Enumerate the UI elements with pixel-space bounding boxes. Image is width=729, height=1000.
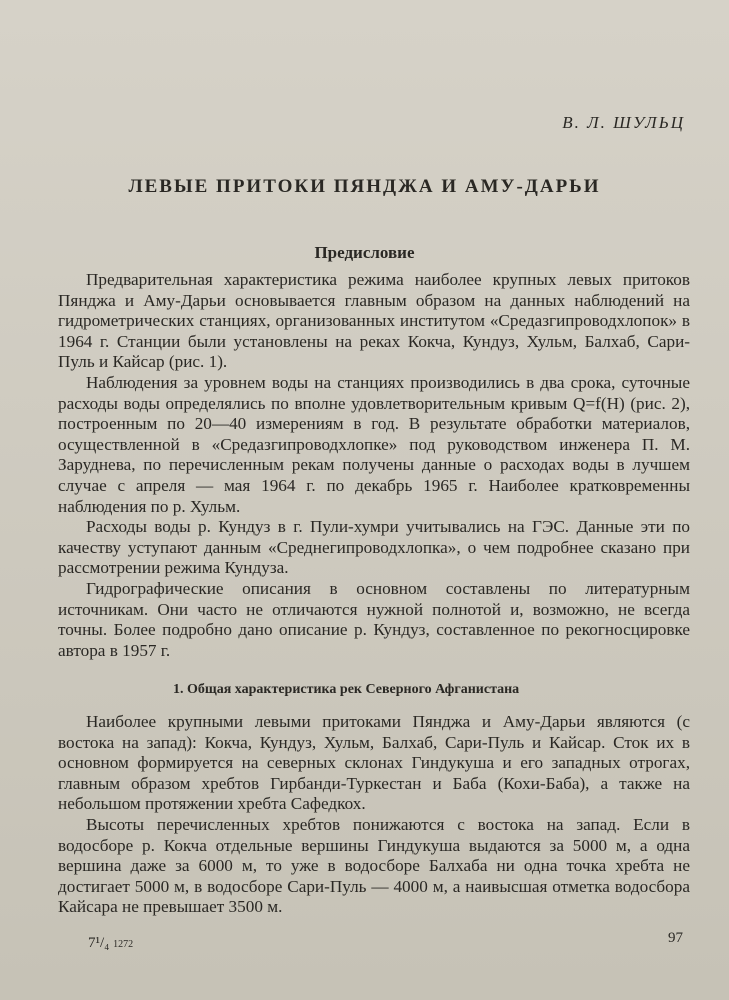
article-title: ЛЕВЫЕ ПРИТОКИ ПЯНДЖА И АМУ-ДАРЬИ	[128, 176, 601, 197]
signature-mark: 7¹/₄	[88, 935, 110, 951]
section-paragraph: Высоты перечисленных хребтов понижаются с востока на запад. Если в водосборе р. Кокча отдельные вершины Гиндукуша выдаются за 5000 м, а одна вершина даже за 6000 м, то уже в водосборе Балхаба ни одна точка хребта не достигает 5000 м, в водосборе Сари-Пуль — 4000 м, а наивысшая отметка водосбора Кайсара не превышает 3500 м.	[58, 814, 690, 917]
preface-paragraph: Предварительная характеристика режима наиболее крупных левых притоков Пянджа и Аму-Дарьи основывается главным образом на данных наблюдений на гидрометрических станциях, организованных институтом «Средазгипроводхлопок» в 1964 г. Станции были установлены на реках Кокча, Кундуз, Хульм, Балхаб, Сари-Пуль и Кайсар (рис. 1).	[58, 270, 690, 372]
section-text	[58, 712, 690, 918]
preface-text	[58, 270, 690, 661]
preface-paragraph: Наблюдения за уровнем воды на станциях производились в два срока, суточные расходы воды определялись по вполне удовлетворительным кривым Q=f(H) (рис. 2), построенным по 20—40 измерениям в год. В результате обработки материалов, осуществленной в «Средазгипроводхлопке» под руководством инженера П. М. Заруднева, по перечисленным рекам получены данные о расходах воды в лучшем случае с апреля — мая 1964 г. по декабрь 1965 г. Наиболее кратковременны наблюдения по р. Хульм.	[58, 372, 690, 516]
signature-number: 1272	[113, 939, 134, 950]
preface-paragraph: Расходы воды р. Кундуз в г. Пули-хумри учитывались на ГЭС. Данные эти по качеству уступают данным «Среднегипроводхлопка», о чем подробнее сказано при рассмотрении режима Кундуза.	[58, 517, 690, 578]
section-paragraph: Наиболее крупными левыми притоками Пянджа и Аму-Дарьи являются (с востока на запад): Кокча, Кундуз, Хульм, Балхаб, Сари-Пуль и Кайсар. Сток их в основном формируется на северных склонах Гиндукуша и его западных отрогах, главным образом хребтов Гирбанди-Туркестан и Баба (Кохи-Баба), а также на небольшом протяжении хребта Сафедкох.	[58, 712, 690, 814]
page-number: 97	[668, 930, 683, 946]
section-heading: 1. Общая характеристика рек Северного Афганистана	[173, 682, 520, 697]
author-name: В. Л. ШУЛЬЦ	[562, 113, 685, 132]
preface-paragraph: Гидрографические описания в основном составлены по литературным источникам. Они часто не отличаются нужной полнотой и, возможно, не всегда точны. Более подробно дано описание р. Кундуз, составленное по рекогносцировке автора в 1957 г.	[58, 578, 690, 660]
printer-signature	[88, 935, 133, 952]
preface-heading: Предисловие	[314, 243, 415, 262]
